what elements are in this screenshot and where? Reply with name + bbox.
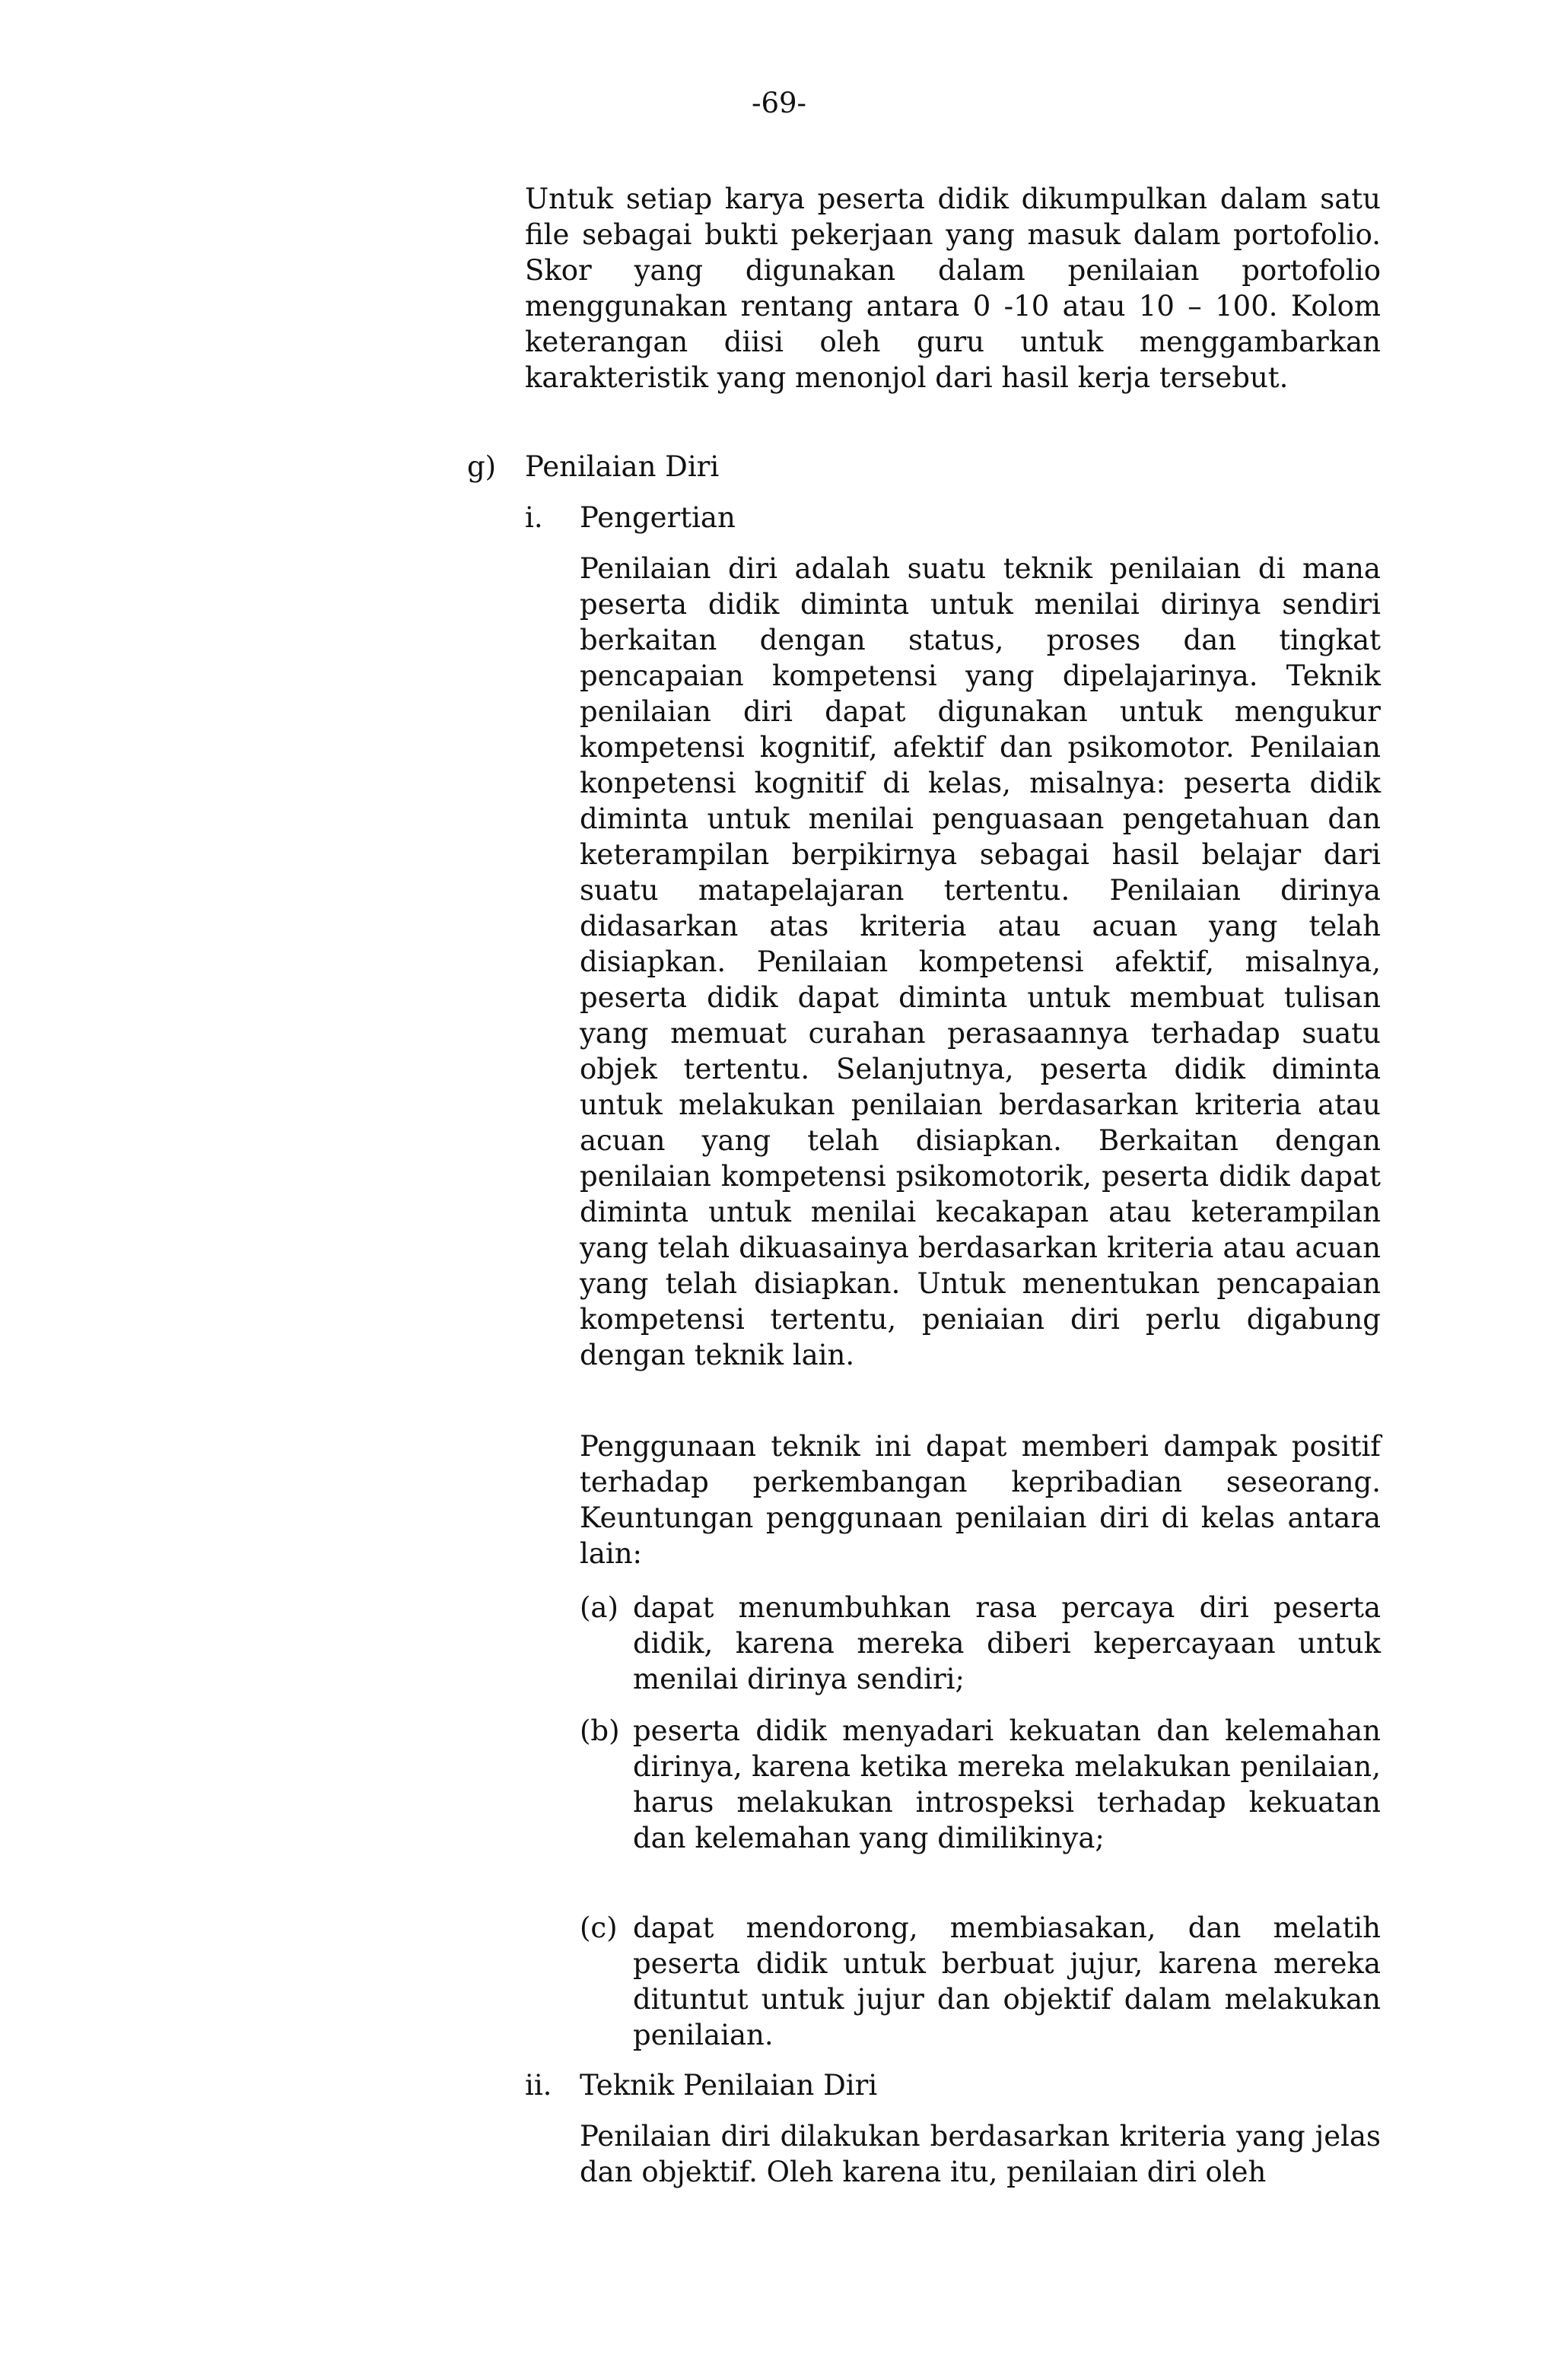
- subsection-i-title: Pengertian: [580, 501, 736, 534]
- benefits-intro-paragraph: Penggunaan teknik ini dapat memberi dampak positif terhadap perkembangan kepribadian seseorang. Keuntungan penggunaan penilaian diri di kelas antara lain:: [580, 1430, 1381, 1570]
- subsection-ii-title: Teknik Penilaian Diri: [580, 2069, 878, 2102]
- list-marker: (b): [580, 1714, 620, 1747]
- list-item-text: dapat menumbuhkan rasa percaya diri peserta didik, karena mereka diberi kepercayaan untuk menilai dirinya sendiri;: [633, 1591, 1381, 1695]
- definition-paragraph: Penilaian diri adalah suatu teknik penilaian di mana peserta didik diminta untuk menilai dirinya sendiri berkaitan dengan status, proses dan tingkat pencapaian kompetensi yang dipelajarinya. Teknik penilaian diri dapat digunakan untuk mengukur kompetensi kognitif, afektif dan psikomotor. Penilaian konpetensi kognitif di kelas, misalnya: peserta didik diminta untuk menilai penguasaan pengetahuan dan keterampilan berpikirnya sebagai hasil belajar dari suatu matapelajaran tertentu. Penilaian dirinya didasarkan atas kriteria atau acuan yang telah disiapkan. Penilaian kompetensi afektif, misalnya, peserta didik dapat diminta untuk membuat tulisan yang memuat curahan perasaannya terhadap suatu objek tertentu. Selanjutnya, peserta didik diminta untuk melakukan penilaian berdasarkan kriteria atau acuan yang telah disiapkan. Berkaitan dengan penilaian kompetensi psikomotorik, peserta didik dapat diminta untuk menilai kecakapan atau keterampilan yang telah dikuasainya berdasarkan kriteria atau acuan yang telah disiapkan. Untuk menentukan pencapaian kompetensi tertentu, peniaian diri perlu digabung dengan teknik lain.: [580, 552, 1381, 1371]
- list-marker: (a): [580, 1591, 618, 1624]
- intro-paragraph: Untuk setiap karya peserta didik dikumpulkan dalam satu file sebagai bukti pekerjaan yang masuk dalam portofolio. Skor yang digunakan dalam penilaian portofolio menggunakan rentang antara 0 -10 atau 10 – 100. Kolom keterangan diisi oleh guru untuk menggambarkan karakteristik yang menonjol dari hasil kerja tersebut.: [525, 183, 1381, 394]
- section-g-title: Penilaian Diri: [525, 450, 720, 483]
- technique-paragraph: Penilaian diri dilakukan berdasarkan kriteria yang jelas dan objektif. Oleh karena itu, penilaian diri oleh: [580, 2120, 1381, 2188]
- list-item-text: peserta didik menyadari kekuatan dan kelemahan dirinya, karena ketika mereka melakukan penilaian, harus melakukan introspeksi terhadap kekuatan dan kelemahan yang dimilikinya;: [633, 1714, 1381, 1854]
- section-g-label: g): [467, 450, 497, 483]
- list-marker: (c): [580, 1911, 618, 1944]
- list-item-text: dapat mendorong, membiasakan, dan melatih peserta didik untuk berbuat jujur, karena mereka dituntut untuk jujur dan objektif dalam melakukan penilaian.: [633, 1911, 1381, 2051]
- subsection-ii-label: ii.: [525, 2069, 552, 2102]
- page-number: -69-: [751, 87, 807, 119]
- subsection-i-label: i.: [525, 501, 543, 534]
